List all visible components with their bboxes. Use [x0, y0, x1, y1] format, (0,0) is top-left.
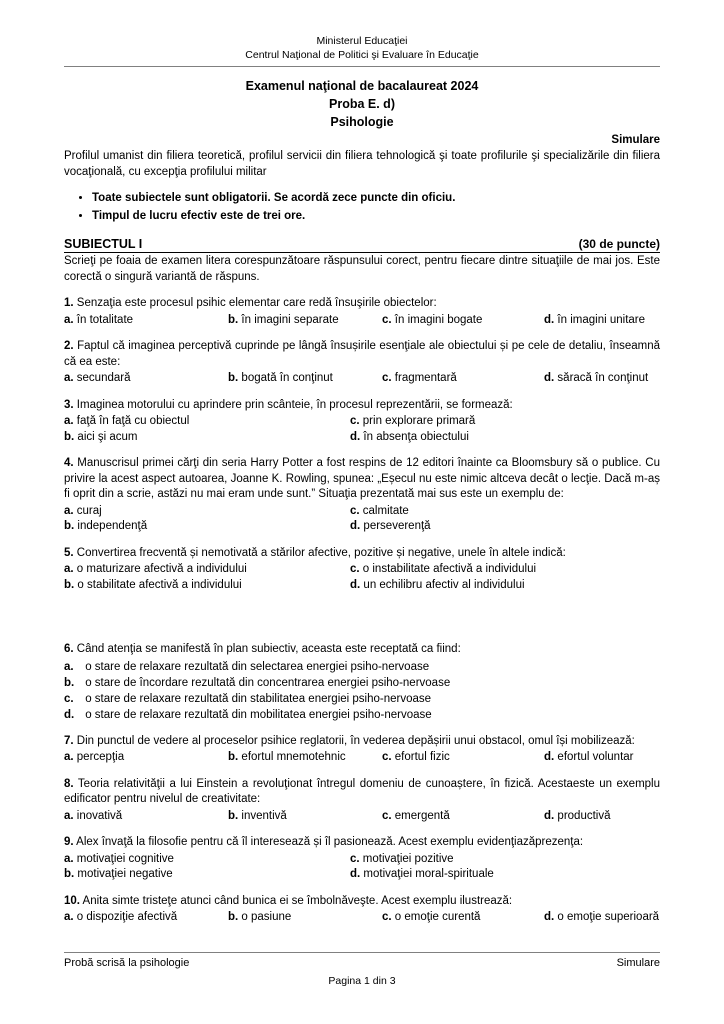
options-row: [64, 313, 660, 329]
options-grid: [64, 562, 660, 593]
footer-row: [64, 956, 660, 971]
option-text: o emoţie superioară: [554, 911, 660, 923]
option-letter: c.: [382, 372, 392, 384]
answer-option[interactable]: [350, 519, 431, 535]
question-text: Teoria relativităţii a lui Einstein a revoluţionat întregul domeniu de cunoaștere, în fizică. Acestaeste un exemplu edificator pentru nivelul de creativitate:: [64, 777, 660, 805]
option-letter: b.: [64, 868, 75, 880]
ministry-name: Ministerul Educaţiei: [316, 35, 408, 47]
question-number: 10.: [64, 894, 80, 907]
answer-option[interactable]: [64, 414, 350, 430]
options-row: [64, 414, 660, 430]
option-letter: b.: [64, 520, 75, 532]
question-number: 2.: [64, 340, 74, 352]
answer-option[interactable]: [64, 519, 350, 535]
header-divider: [64, 66, 660, 67]
option-text: bogată în conţinut: [238, 372, 333, 384]
exam-note-item: • Toate subiectele sunt obligatorii. Se acordă zece puncte din oficiu.: [92, 189, 660, 207]
option-text: efortul fizic: [391, 751, 450, 763]
answer-option[interactable]: [382, 313, 544, 329]
option-text: productivă: [554, 809, 611, 822]
option-text: efortul mnemotehnic: [238, 751, 346, 763]
options-row: [64, 504, 660, 520]
exam-test-code: Proba E. d): [329, 97, 395, 111]
question-block: [64, 894, 660, 926]
question-stem: [64, 546, 660, 562]
options-grid: [64, 504, 660, 535]
question-stem: [64, 835, 660, 851]
question-stem: [64, 339, 660, 370]
question-text: Din punctul de vedere al proceselor psihice reglatorii, în vederea depășirii unui obstacol, omul își mobilizează:: [73, 734, 635, 747]
option-letter: a.: [64, 660, 74, 673]
options-grid: [64, 852, 660, 883]
question-number: 7.: [64, 734, 74, 747]
option-letter: d.: [350, 868, 361, 880]
option-letter: a.: [64, 751, 74, 763]
option-text: secundară: [73, 372, 131, 384]
footer-divider: [64, 952, 660, 953]
answer-option[interactable]: [64, 313, 228, 329]
option-letter: d.: [544, 751, 555, 763]
question-stem: [64, 296, 660, 312]
option-letter: a.: [64, 504, 74, 517]
answer-option[interactable]: [64, 691, 660, 707]
answer-option[interactable]: [350, 852, 454, 868]
option-text: inovativă: [73, 809, 123, 822]
question-number: 4.: [64, 457, 74, 469]
option-letter: d.: [544, 372, 555, 384]
option-letter: b.: [228, 313, 239, 326]
option-letter: c.: [382, 809, 392, 822]
option-letter: b.: [228, 911, 239, 923]
exam-notes-list: [64, 189, 660, 225]
option-text: un echilibru afectiv al individului: [360, 578, 525, 591]
answer-option[interactable]: [544, 313, 645, 329]
option-letter: d.: [64, 708, 75, 721]
option-text: în totalitate: [73, 313, 134, 326]
option-text: curaj: [73, 504, 102, 517]
option-text: în imagini separate: [238, 313, 339, 326]
option-letter: c.: [382, 313, 392, 326]
option-text: efortul voluntar: [554, 751, 634, 763]
answer-option[interactable]: [544, 750, 634, 766]
option-letter: b.: [64, 430, 75, 443]
question-block: [64, 734, 660, 766]
question-number: 5.: [64, 546, 74, 559]
question-block: [64, 398, 660, 446]
options-row: [64, 852, 660, 868]
answer-option[interactable]: [350, 867, 494, 883]
option-text: motivaţiei cognitive: [73, 852, 174, 865]
answer-option[interactable]: [64, 371, 228, 387]
answer-option[interactable]: [64, 504, 350, 520]
option-letter: d.: [544, 911, 555, 923]
answer-option[interactable]: [544, 809, 611, 825]
option-letter: d.: [350, 578, 361, 591]
option-letter: c.: [64, 692, 74, 705]
answer-option[interactable]: [350, 504, 409, 520]
option-letter: d.: [544, 313, 555, 326]
vertical-spacer: [64, 593, 660, 631]
subject-title: SUBIECTUL I: [64, 237, 143, 251]
option-text: o stare de încordare rezultată din concentrarea energiei psiho-nervoase: [82, 676, 451, 689]
option-text: o maturizare afectivă a individului: [73, 563, 247, 575]
answer-option[interactable]: [382, 371, 544, 387]
options-list: [64, 659, 660, 723]
option-text: percepţia: [73, 751, 125, 763]
question-number: 9.: [64, 836, 74, 848]
document-header: [64, 0, 660, 62]
question-block: [64, 296, 660, 328]
footer-right-text: Simulare: [616, 957, 660, 969]
options-row: [64, 809, 660, 825]
answer-option[interactable]: [64, 675, 660, 691]
option-text: în absenţa obiectului: [360, 430, 469, 443]
answer-option[interactable]: [64, 809, 228, 825]
answer-option[interactable]: [64, 910, 228, 926]
page-number: Pagina 1 din 3: [328, 975, 396, 987]
exam-note-item: • Timpul de lucru efectiv este de trei ore.: [92, 207, 660, 225]
answer-option[interactable]: [350, 578, 525, 594]
option-letter: d.: [350, 520, 361, 532]
option-letter: a.: [64, 563, 74, 575]
option-text: fragmentară: [391, 372, 457, 384]
options-row: [64, 578, 660, 594]
option-letter: a.: [64, 313, 74, 326]
answer-option[interactable]: [228, 750, 382, 766]
exam-title-block: [64, 77, 660, 131]
question-block: [64, 456, 660, 535]
answer-option[interactable]: [228, 910, 382, 926]
questions-container: [64, 296, 660, 926]
question-text: Imaginea motorului cu aprindere prin scânteie, în procesul reprezentării, se formează:: [73, 398, 513, 411]
options-row: [64, 430, 660, 446]
question-number: 6.: [64, 643, 74, 655]
subject-points: (30 de puncte): [578, 237, 660, 251]
option-text: o stare de relaxare rezultată din mobilitatea energiei psiho-nervoase: [82, 708, 432, 721]
option-text: o emoţie curentă: [391, 911, 481, 923]
answer-option[interactable]: [64, 707, 660, 723]
options-row: [64, 867, 660, 883]
question-block: [64, 777, 660, 825]
options-row: [64, 371, 660, 387]
answer-option[interactable]: [228, 371, 382, 387]
option-letter: b.: [228, 809, 239, 822]
exam-name: Examenul naţional de bacalaureat 2024: [245, 79, 479, 93]
question-text: Convertirea frecventă și nemotivată a stărilor afective, pozitive și negative, unele în altele indică:: [73, 546, 566, 559]
question-text: Senzaţia este procesul psihic elementar care redă însuşirile obiectelor:: [73, 297, 437, 309]
option-letter: d.: [544, 809, 555, 822]
answer-option[interactable]: [228, 313, 382, 329]
answer-option[interactable]: [64, 430, 350, 446]
options-row: [64, 750, 660, 766]
answer-option[interactable]: [350, 414, 475, 430]
question-block: [64, 546, 660, 594]
question-number: 1.: [64, 297, 74, 309]
question-number: 3.: [64, 398, 74, 411]
question-stem: [64, 894, 660, 910]
option-letter: b.: [228, 372, 239, 384]
option-text: inventivă: [238, 809, 287, 822]
option-text: perseverenţă: [360, 520, 431, 532]
question-text: Faptul că imaginea perceptivă cuprinde pe lângă însușirile esenţiale ale obiectului și pe cele de detaliu, înseamnă că ea este:: [64, 340, 660, 368]
option-letter: c.: [382, 751, 392, 763]
option-letter: c.: [350, 852, 360, 865]
question-stem: [64, 398, 660, 414]
option-text: în imagini unitare: [554, 313, 646, 326]
answer-option[interactable]: [382, 910, 544, 926]
profile-description: Profilul umanist din filiera teoretică, profilul servicii din filiera tehnologică şi toate profilurile şi specializările din filiera vocaţională, cu excepţia profilului militar: [64, 150, 660, 178]
evaluation-center-name: Centrul Naţional de Politici şi Evaluare în Educaţie: [245, 49, 479, 61]
option-text: aici şi acum: [74, 430, 138, 443]
option-text: în imagini bogate: [391, 313, 483, 326]
question-block: [64, 835, 660, 883]
option-text: motivaţiei pozitive: [359, 852, 454, 865]
answer-option[interactable]: [350, 562, 536, 578]
option-letter: a.: [64, 372, 74, 384]
subject-instructions: Scrieţi pe foaia de examen litera corespunzătoare răspunsului corect, pentru fiecare dintre situaţiile de mai jos. Este corectă o singură variantă de răspuns.: [64, 255, 660, 283]
option-text: independenţă: [74, 520, 148, 532]
answer-option[interactable]: [382, 809, 544, 825]
simulation-label: Simulare: [611, 134, 660, 146]
question-text: Alex învaţă la filosofie pentru că îl interesează și îl pasionează. Acest exemplu evidenţiazăprezenţa:: [73, 836, 584, 848]
options-grid: [64, 414, 660, 445]
question-text: Când atenţia se manifestă în plan subiectiv, aceasta este receptată ca fiind:: [73, 643, 461, 655]
question-stem: [64, 456, 660, 503]
question-stem: [64, 642, 660, 658]
options-row: [64, 562, 660, 578]
question-stem: [64, 777, 660, 808]
answer-option[interactable]: [350, 430, 469, 446]
option-letter: a.: [64, 415, 74, 427]
option-text: o dispoziţie afectivă: [73, 911, 178, 923]
question-number: 8.: [64, 777, 74, 790]
answer-option[interactable]: [64, 867, 350, 883]
answer-option[interactable]: [64, 659, 660, 675]
option-letter: c.: [350, 504, 360, 517]
option-text: prin explorare primară: [359, 415, 476, 427]
option-text: motivaţiei negative: [74, 868, 173, 880]
question-block: [64, 642, 660, 723]
option-text: o pasiune: [238, 911, 292, 923]
answer-option[interactable]: [544, 371, 648, 387]
option-letter: d.: [350, 430, 361, 443]
answer-option[interactable]: [382, 750, 544, 766]
option-text: o instabilitate afectivă a individului: [359, 563, 537, 575]
footer-left-text: Probă scrisă la psihologie: [64, 957, 190, 969]
answer-option[interactable]: [544, 910, 659, 926]
answer-option[interactable]: [64, 750, 228, 766]
options-row: [64, 910, 660, 926]
page-footer: [64, 952, 660, 989]
question-block: [64, 339, 660, 387]
option-letter: a.: [64, 911, 74, 923]
answer-option[interactable]: [228, 809, 382, 825]
answer-option[interactable]: [64, 562, 350, 578]
option-letter: c.: [350, 563, 360, 575]
answer-option[interactable]: [64, 578, 350, 594]
option-letter: b.: [228, 751, 239, 763]
question-text: Manuscrisul primei cărţi din seria Harry Potter a fost respins de 12 editori înainte ca Bloomsbury să o publice. Cu privire la acest aspect autoarea, Joanne K. Rowling, spunea: „Eșecul nu este nimic altceva decât o lecţie. Dacă m-aș fi oprit din a scrie, astăzi nu mai eram unde sunt.” Situaţia prezentată mai sus este un exemplu de:: [64, 457, 660, 500]
option-text: calmitate: [359, 504, 409, 517]
exam-subject: Psihologie: [330, 115, 394, 129]
option-text: o stabilitate afectivă a individului: [74, 578, 242, 591]
option-text: emergentă: [391, 809, 450, 822]
subject-heading: [64, 237, 660, 253]
option-letter: c.: [350, 415, 360, 427]
answer-option[interactable]: [64, 852, 350, 868]
question-stem: [64, 734, 660, 750]
option-text: motivaţiei moral-spirituale: [360, 868, 494, 880]
option-text: o stare de relaxare rezultată din selectarea energiei psiho-nervoase: [82, 660, 430, 673]
option-letter: c.: [382, 911, 392, 923]
option-letter: b.: [64, 676, 75, 689]
question-text: Anita simte tristeţe atunci când bunica ei se îmbolnăveşte. Acest exemplu ilustrează:: [80, 894, 513, 907]
option-letter: a.: [64, 852, 74, 865]
option-text: o stare de relaxare rezultată din stabilitatea energiei psiho-nervoase: [82, 692, 432, 705]
option-text: faţă în faţă cu obiectul: [73, 415, 190, 427]
page-content: [64, 0, 660, 926]
option-letter: a.: [64, 809, 74, 822]
options-row: [64, 519, 660, 535]
option-letter: b.: [64, 578, 75, 591]
option-text: săracă în conţinut: [554, 372, 649, 384]
